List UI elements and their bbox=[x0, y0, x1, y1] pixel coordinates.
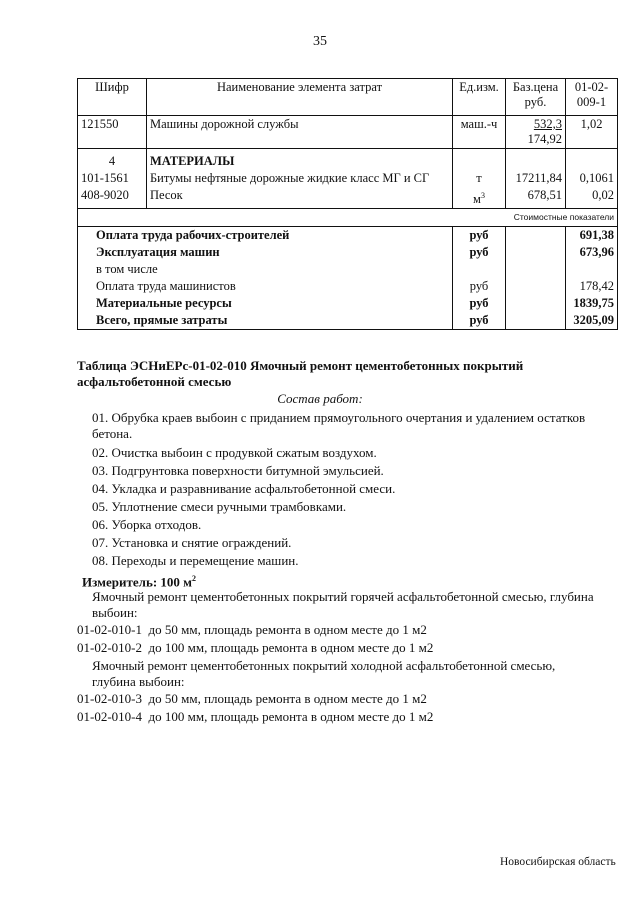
hot-item-code: 01-02-010-1 bbox=[77, 622, 142, 637]
material-code: 408-9020 bbox=[78, 187, 147, 209]
header-base-price: Баз.цена руб. bbox=[506, 79, 566, 116]
work-item: 03. Подгрунтовка поверхности битумной эмульсией. bbox=[92, 463, 384, 478]
work-item: 07. Установка и снятие ограждений. bbox=[92, 535, 292, 550]
materials-label: МАТЕРИАЛЫ bbox=[147, 149, 453, 171]
machine-price-2: 174,92 bbox=[527, 132, 562, 146]
work-item: 08. Переходы и перемещение машин. bbox=[92, 553, 299, 568]
material-code: 101-1561 bbox=[78, 170, 147, 187]
cost-table bbox=[77, 78, 618, 330]
summary-value: 178,42 bbox=[566, 278, 618, 295]
summary-unit bbox=[453, 261, 506, 278]
work-item: 02. Очистка выбоин с продувкой сжатым воздухом. bbox=[92, 445, 377, 460]
summary-value: 691,38 bbox=[566, 227, 618, 245]
header-norm: 01-02-009-1 bbox=[566, 79, 618, 116]
hot-item-text: до 50 мм, площадь ремонта в одном месте до 1 м2 bbox=[148, 622, 427, 637]
materials-section-row bbox=[78, 149, 618, 171]
cold-item bbox=[77, 691, 427, 707]
meter: Измеритель: 100 $м^2$ bbox=[82, 574, 197, 590]
table-header-row bbox=[78, 79, 618, 116]
material-row bbox=[78, 187, 618, 209]
material-name: Песок bbox=[147, 187, 453, 209]
page-number: 35 bbox=[313, 34, 327, 49]
material-row bbox=[78, 170, 618, 187]
summary-row bbox=[78, 278, 618, 295]
cold-item-code: 01-02-010-3 bbox=[77, 691, 142, 706]
work-item: 05. Уплотнение смеси ручными трамбовками. bbox=[92, 499, 347, 514]
hot-item bbox=[77, 640, 433, 656]
summary-value: 3205,09 bbox=[566, 312, 618, 330]
summary-name: в том числе bbox=[78, 261, 453, 278]
table-title: Таблица ЭСНиЕРс-01-02-010 Ямочный ремонт цементобетонных покрытий асфальтобетонной смесью bbox=[77, 358, 524, 389]
work-item: 06. Уборка отходов. bbox=[92, 517, 202, 532]
work-item: 01. Обрубка краев выбоин с приданием прямоугольного очертания и удалением остатков бетона. bbox=[92, 410, 586, 441]
summary-name: Эксплуатация машин bbox=[78, 244, 453, 261]
machine-unit: маш.-ч bbox=[453, 116, 506, 149]
summary-name: Оплата труда машинистов bbox=[78, 278, 453, 295]
work-item: 04. Укладка и разравнивание асфальтобетонной смеси. bbox=[92, 481, 396, 496]
cold-item-text: до 50 мм, площадь ремонта в одном месте до 1 м2 bbox=[148, 691, 427, 706]
hot-item-text: до 100 мм, площадь ремонта в одном месте до 1 м2 bbox=[148, 640, 434, 655]
summary-value: 673,96 bbox=[566, 244, 618, 261]
footer-region: Новосибирская область bbox=[500, 856, 616, 868]
material-unit: $м^3$ bbox=[453, 187, 506, 209]
header-code: Шифр bbox=[78, 79, 147, 116]
summary-row bbox=[78, 295, 618, 312]
material-price: 17211,84 bbox=[506, 170, 566, 187]
machine-price bbox=[506, 116, 566, 149]
material-name: Битумы нефтяные дорожные жидкие класс МГ и СГ bbox=[147, 170, 453, 187]
summary-unit: руб bbox=[453, 227, 506, 245]
materials-num: 4 bbox=[78, 149, 147, 171]
header-unit: Ед.изм. bbox=[453, 79, 506, 116]
cold-item-code: 01-02-010-4 bbox=[77, 709, 142, 724]
summary-unit: руб bbox=[453, 244, 506, 261]
summary-name: Оплата труда рабочих-строителей bbox=[78, 227, 453, 245]
hot-intro: Ямочный ремонт цементобетонных покрытий горячей асфальтобетонной смесью, глубина выбоин: bbox=[92, 589, 594, 620]
header-name: Наименование элемента затрат bbox=[147, 79, 453, 116]
material-unit: т bbox=[453, 170, 506, 187]
cold-item bbox=[77, 709, 433, 725]
machine-price-1: 532,3 bbox=[533, 117, 562, 131]
summary-row bbox=[78, 227, 618, 245]
machine-value: 1,02 bbox=[566, 116, 618, 149]
material-value: 0,02 bbox=[566, 187, 618, 209]
hot-item-code: 01-02-010-2 bbox=[77, 640, 142, 655]
machine-code: 121550 bbox=[78, 116, 147, 149]
summary-row bbox=[78, 244, 618, 261]
summary-unit: руб bbox=[453, 312, 506, 330]
cold-item-text: до 100 мм, площадь ремонта в одном месте до 1 м2 bbox=[148, 709, 434, 724]
hot-item bbox=[77, 622, 427, 638]
cost-indicators-label: Стоимостные показатели bbox=[78, 209, 618, 227]
summary-unit: руб bbox=[453, 278, 506, 295]
summary-unit: руб bbox=[453, 295, 506, 312]
summary-row bbox=[78, 261, 618, 278]
cost-indicators-row bbox=[78, 209, 618, 227]
summary-row bbox=[78, 312, 618, 330]
summary-name: Всего, прямые затраты bbox=[78, 312, 453, 330]
summary-value bbox=[566, 261, 618, 278]
material-price: 678,51 bbox=[506, 187, 566, 209]
summary-name: Материальные ресурсы bbox=[78, 295, 453, 312]
cold-intro: Ямочный ремонт цементобетонных покрытий холодной асфальтобетонной смесью, глубина выбоин: bbox=[92, 658, 556, 689]
summary-value: 1839,75 bbox=[566, 295, 618, 312]
material-value: 0,1061 bbox=[566, 170, 618, 187]
composition-heading: Состав работ: bbox=[277, 391, 363, 406]
machine-name: Машины дорожной службы bbox=[147, 116, 453, 149]
machine-row bbox=[78, 116, 618, 149]
